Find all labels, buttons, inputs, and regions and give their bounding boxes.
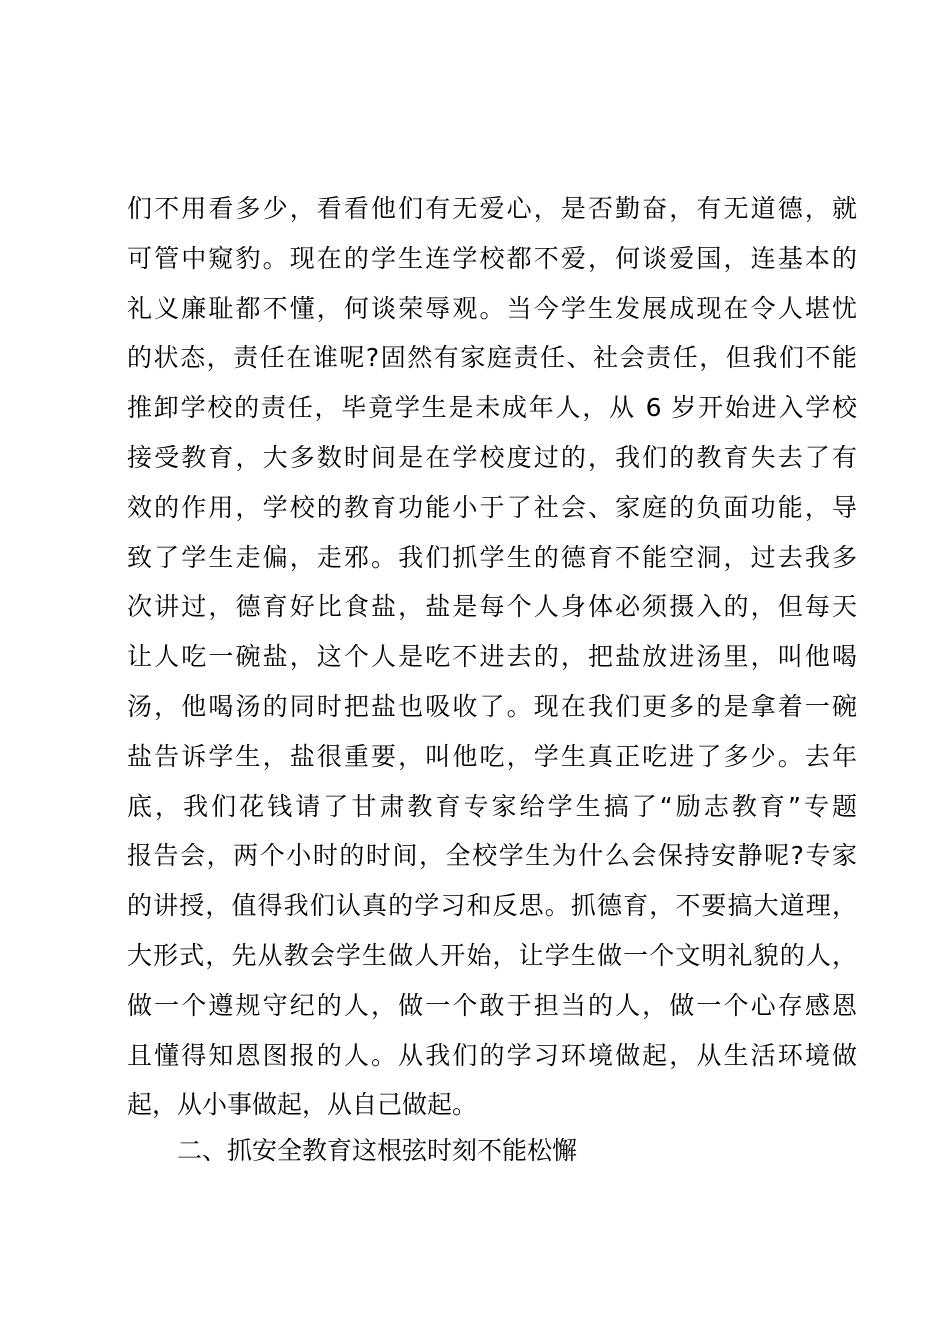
text-line: 让人吃一碗盐，这个人是吃不进去的，把盐放进汤里，叫他喝	[127, 642, 857, 672]
body-paragraph	[127, 184, 857, 1130]
text-line: 报告会，两个小时的时间，全校学生为什么会保持安静呢?专家	[127, 841, 857, 871]
text-line: 效的作用，学校的教育功能小于了社会、家庭的负面功能，导	[127, 492, 857, 522]
text-line: 礼义廉耻都不懂，何谈荣辱观。当今学生发展成现在令人堪忧	[127, 293, 857, 323]
text-line: 们不用看多少，看看他们有无爱心，是否勤奋，有无道德，就	[127, 194, 857, 223]
text-line: 推卸学校的责任，毕竟学生是未成年人，从 6 岁开始进入学校	[127, 393, 857, 423]
text-line: 大形式，先从教会学生做人开始，让学生做一个文明礼貌的人，	[127, 940, 857, 970]
text-line: 底，我们花钱请了甘肃教育专家给学生搞了“励志教育”专题	[127, 791, 857, 821]
text-line: 且懂得知恩图报的人。从我们的学习环境做起，从生活环境做	[127, 1040, 857, 1070]
text-line: 的状态，责任在谁呢?固然有家庭责任、社会责任，但我们不能	[127, 343, 857, 373]
text-line: 致了学生走偏，走邪。我们抓学生的德育不能空洞，过去我多	[127, 542, 857, 572]
text-line: 汤，他喝汤的同时把盐也吸收了。现在我们更多的是拿着一碗	[127, 691, 857, 721]
text-line: 的讲授，值得我们认真的学习和反思。抓德育，不要搞大道理，	[127, 891, 857, 921]
text-line: 盐告诉学生，盐很重要，叫他吃，学生真正吃进了多少。去年	[127, 741, 857, 771]
text-line-last: 起，从小事做起，从自己做起。	[127, 1090, 478, 1120]
text-line: 可管中窥豹。现在的学生连学校都不爱，何谈爱国，连基本的	[127, 243, 857, 273]
text-line: 做一个遵规守纪的人，做一个敢于担当的人，做一个心存感恩	[127, 990, 857, 1020]
text-line: 次讲过，德育好比食盐，盐是每个人身体必须摄入的，但每天	[127, 592, 857, 622]
section-heading: 二、抓安全教育这根弦时刻不能松懈	[177, 1136, 578, 1165]
text-line: 接受教育，大多数时间是在学校度过的，我们的教育失去了有	[127, 442, 857, 472]
